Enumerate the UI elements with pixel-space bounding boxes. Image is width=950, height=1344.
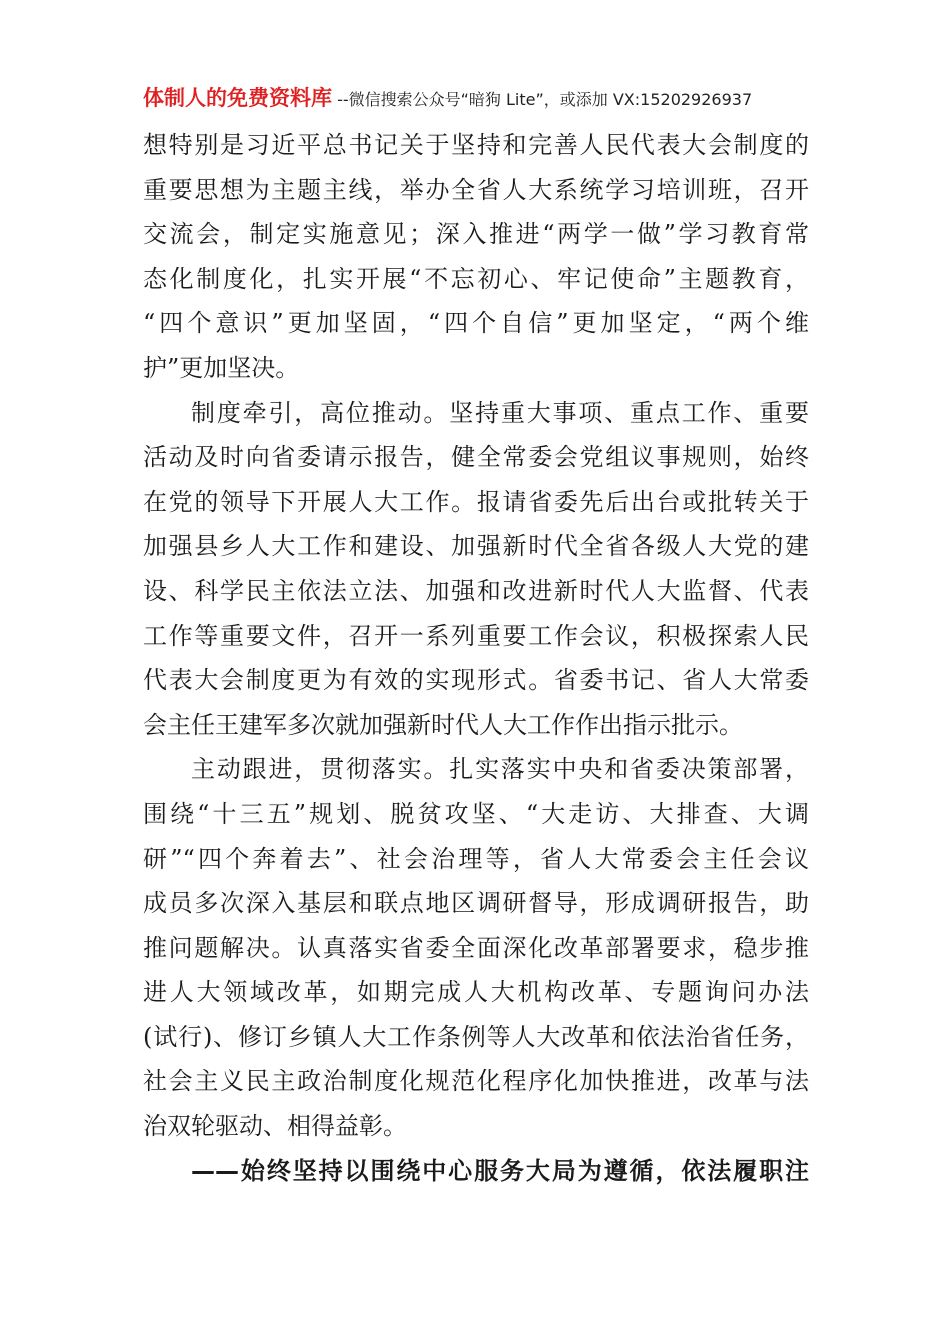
paragraph-line: 代表大会制度更为有效的实现形式。省委书记、省人大常委: [143, 666, 809, 695]
paragraph-line: 重要思想为主题主线，举办全省人大系统学习培训班，召开: [143, 175, 809, 204]
paragraph-3: [143, 747, 809, 1148]
header-note: --微信搜索公众号“暗狗 Lite”，或添加 VX:15202926937: [332, 90, 753, 109]
paragraph-line: 治双轮驱动、相得益彰。: [143, 1112, 407, 1141]
paragraph-line: 制度牵引，高位推动。坚持重大事项、重点工作、重要: [191, 398, 809, 427]
paragraph-line: 想特别是习近平总书记关于坚持和完善人民代表大会制度的: [143, 131, 809, 159]
paragraph-line: (试行)、修订乡镇人大工作条例等人大改革和依法治省任务，: [143, 1022, 809, 1051]
paragraph-line: 社会主义民主政治制度化规范化程序化加快推进，改革与法: [143, 1067, 809, 1096]
header-brand: 体制人的免费资料库: [143, 86, 332, 110]
paragraph-line: 在党的领导下开展人大工作。报请省委先后出台或批转关于: [143, 487, 809, 516]
paragraph-line: 成员多次深入基层和联点地区调研督导，形成调研报告，助: [143, 889, 809, 918]
paragraph-line: 研”“四个奔着去”、社会治理等，省人大常委会主任会议: [143, 844, 809, 873]
paragraph-line: 态化制度化，扎实开展“不忘初心、牢记使命”主题教育，: [143, 264, 809, 293]
paragraph-line: 活动及时向省委请示报告，健全常委会党组议事规则，始终: [143, 443, 809, 472]
paragraph-line: “四个意识”更加坚固，“四个自信”更加坚定，“两个维: [143, 309, 809, 338]
paragraph-line: 加强县乡人大工作和建设、加强新时代全省各级人大党的建: [143, 532, 809, 561]
page-header: [143, 82, 813, 114]
paragraph-1: [143, 123, 809, 391]
paragraph-line: 工作等重要文件，召开一系列重要工作会议，积极探索人民: [143, 621, 809, 650]
section-heading: ——始终坚持以围绕中心服务大局为遵循，依法履职注: [191, 1156, 809, 1185]
paragraph-line: 会主任王建军多次就加强新时代人大工作作出指示批示。: [143, 710, 743, 739]
paragraph-line: 设、科学民主依法立法、加强和改进新时代人大监督、代表: [143, 576, 809, 605]
paragraph-line: 主动跟进，贯彻落实。扎实落实中央和省委决策部署，: [191, 755, 809, 784]
paragraph-line: 进人大领域改革，如期完成人大机构改革、专题询问办法: [143, 978, 809, 1007]
document-body: [143, 123, 809, 1193]
paragraph-line: 围绕“十三五”规划、脱贫攻坚、“大走访、大排查、大调: [143, 799, 809, 828]
paragraph-line: 推问题解决。认真落实省委全面深化改革部署要求，稳步推: [143, 933, 809, 962]
paragraph-line: 护”更加坚决。: [143, 353, 300, 382]
paragraph-line: 交流会，制定实施意见；深入推进“两学一做”学习教育常: [143, 220, 809, 249]
paragraph-2: [143, 391, 809, 748]
